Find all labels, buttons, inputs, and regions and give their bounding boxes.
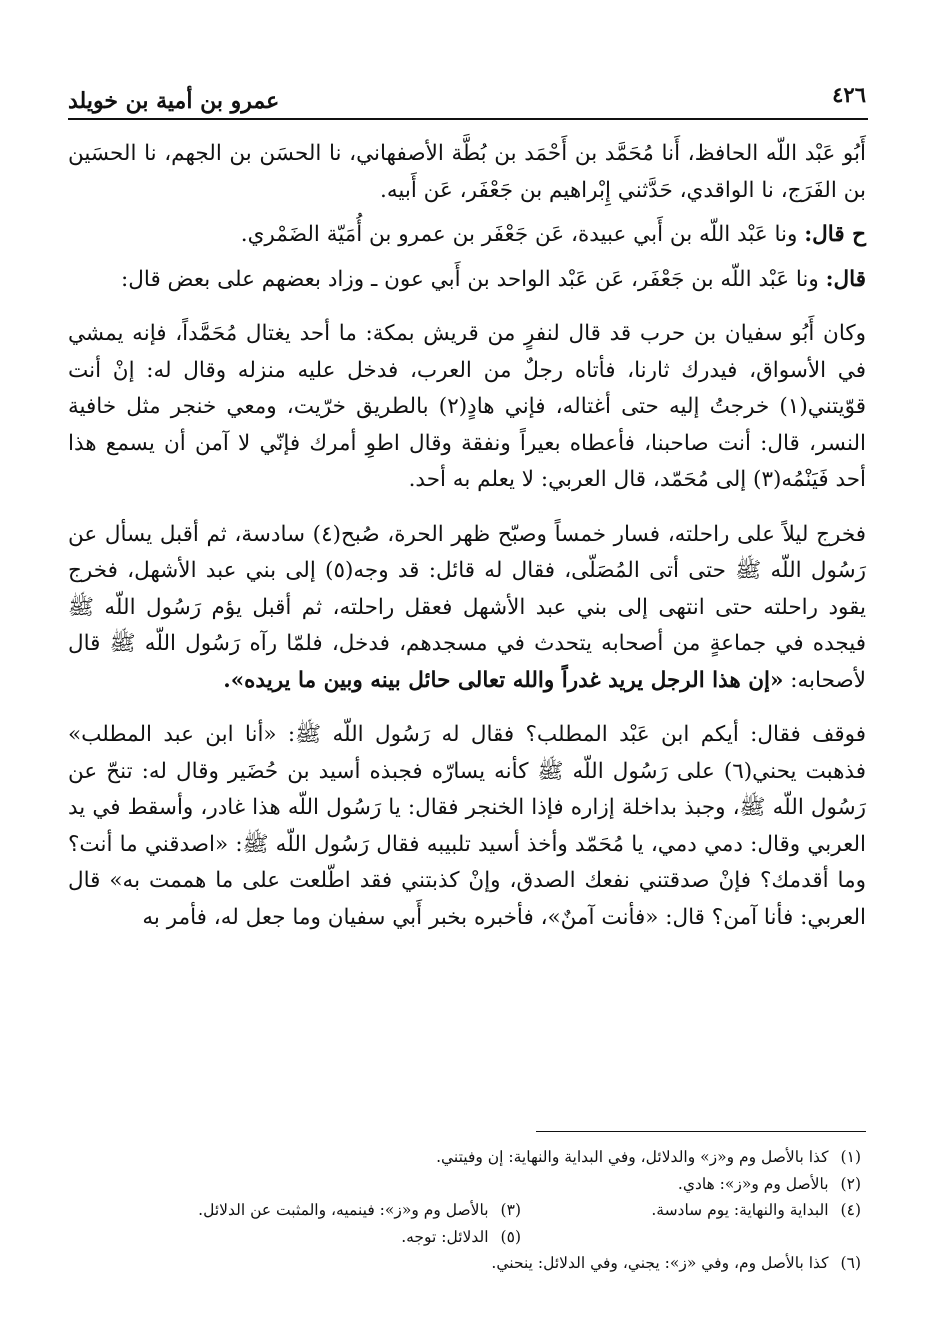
footnote-number: (٦) — [840, 1254, 861, 1272]
footnote-text: البداية والنهاية: يوم سادسة. — [651, 1201, 829, 1219]
footnote-number: (١) — [840, 1148, 861, 1166]
footnote-5 — [401, 1224, 521, 1251]
footnote-row — [68, 1144, 861, 1171]
paragraph-lead: ح قال: — [804, 222, 866, 247]
footnote-text: بالأصل وم و«ز»: هادي. — [677, 1174, 829, 1193]
paragraph-narrative-3 — [68, 717, 866, 936]
footnote-number: (٢) — [840, 1174, 861, 1193]
paragraph-text: فوقف فقال: أيكم ابن عَبْد المطلب؟ فقال له رَسُول اللّه ﷺ: «أنا ابن عبد المطلب» فذهبت يحني(٦) على رَسُول اللّه ﷺ كأنه يسارّه فجبذه أسيد بن حُضَير وقال له: تنحّ عن رَسُول اللّه ﷺ، وجبذ بداخلة إزاره فإذا الخنجر فقال: يا رَسُول اللّه هذا غادر، وأسقط في يد العربي وقال: دمي دمي، يا مُحَمّد وأخذ أسيد تلبيبه فقال رَسُول اللّه ﷺ: «اصدقني ما أنت؟ وما أقدمك؟ فإنْ صدقتني نفعك الصدق، وإنْ كذبتني فقد اطّلعت على ما هممت به» قال العربي: فأنا آمن؟ قال: «فأنت آمنٌ»، فأخبره بخبر أَبي سفيان وما جعل له، فأمر به — [68, 722, 866, 930]
footnote-row — [68, 1250, 861, 1277]
footnote-text: الدلائل: توجه. — [401, 1227, 489, 1246]
page-number: ٤٢٦ — [832, 82, 866, 107]
footnote-4 — [521, 1197, 861, 1224]
page-header — [68, 82, 866, 116]
paragraph-text: فخرج ليلاً على راحلته، فسار خمساً وصبّح ظهر الحرة، صُبح(٤) سادسة، ثم أقبل يسأل عن رَسُول اللّه ﷺ حتى أتى المُصَلّى، فقال له قائل: قد وجه(٥) إلى بني عبد الأشهل، فخرج يقود راحلته حتى انتهى إلى بني عبد الأشهل فعقل راحلته، ثم أقبل يؤم رَسُول اللّه ﷺ فيجده في جماعةٍ من أصحابه يتحدث في مسجدهم، فدخل، فلمّا رآه رَسُول اللّه ﷺ قال لأصحابه: — [68, 521, 867, 693]
footnote-number: (٥) — [500, 1227, 521, 1246]
footnote-text: كذا بالأصل وم، وفي «ز»: يجني، وفي الدلائل: ينحني. — [491, 1254, 829, 1272]
header-divider — [68, 118, 868, 120]
footnote-row — [68, 1224, 861, 1251]
prophet-quote: «إن هذا الرجل يريد غدراً والله تعالى حائل بينه وبين ما يريده». — [223, 667, 784, 693]
footnote-divider — [536, 1131, 866, 1132]
footnote-spacer — [521, 1224, 861, 1251]
footnote-row — [68, 1171, 861, 1198]
paragraph-text: ونا عَبْد اللّه بن أَبي عبيدة، عَن جَعْفَر بن عمرو بن أُمَيّة الضَمْري. — [240, 222, 805, 247]
footnote-1 — [436, 1144, 861, 1171]
paragraph-text: وكان أَبُو سفيان بن حرب قد قال لنفرٍ من قريش بمكة: ما أحد يغتال مُحَمَّداً، فإنه يمشي في الأسواق، فيدرك ثارنا، فأتاه رجلٌ من العرب، فدخل عليه منزله وقال له: إنْ أنت قوّيتني(١) خرجتُ إليه حتى أغتاله، فإني هادٍ(٢) بالطريق خرّيت، ومعي خنجر مثل خافية النسر، قال: أنت صاحبنا، فأعطاه بعيراً ونفقة وقال اطوِ أمرك فإنّي لا آمن أن يسمع هذا أحد فَيَنْمُه(٣) إلى مُحَمّد، قال العربي: لا يعلم به أحد. — [68, 321, 867, 492]
footnote-2 — [521, 1171, 861, 1198]
footnote-3 — [198, 1197, 521, 1224]
footnote-6 — [491, 1250, 861, 1277]
paragraph-text: أَبُو عَبْد اللّه الحافظ، أَنا مُحَمَّد بن أَحْمَد بن بُطَّة الأصفهاني، نا الحسَن بن الجهم، نا الحسَين بن الفَرَج، نا الواقدي، حَدَّثني إِبْراهيم بن جَعْفَر، عَن أَبيه. — [68, 141, 866, 203]
running-title: عمرو بن أمية بن خويلد — [68, 88, 280, 114]
paragraph-text: ونا عَبْد اللّه بن جَعْفَر، عَن عَبْد الواحد بن أَبي عون ـ وزاد بعضهم على بعض قال: — [121, 266, 826, 292]
paragraph-isnad-2 — [68, 217, 866, 254]
paragraph-isnad-1 — [68, 136, 866, 209]
main-text — [68, 136, 866, 949]
footnote-row — [68, 1197, 861, 1224]
footnote-text: كذا بالأصل وم و«ز» والدلائل، وفي البداية والنهاية: إن وفيتني. — [436, 1148, 829, 1166]
footnotes — [68, 1144, 861, 1277]
footnote-text: بالأصل وم و«ز»: فينميه، والمثبت عن الدلائل. — [198, 1201, 489, 1219]
paragraph-isnad-3 — [68, 262, 866, 299]
paragraph-narrative-1 — [68, 316, 866, 499]
footnote-number: (٣) — [500, 1201, 521, 1219]
paragraph-lead: قال: — [825, 266, 866, 292]
footnote-number: (٤) — [840, 1201, 861, 1219]
paragraph-narrative-2 — [68, 517, 866, 700]
